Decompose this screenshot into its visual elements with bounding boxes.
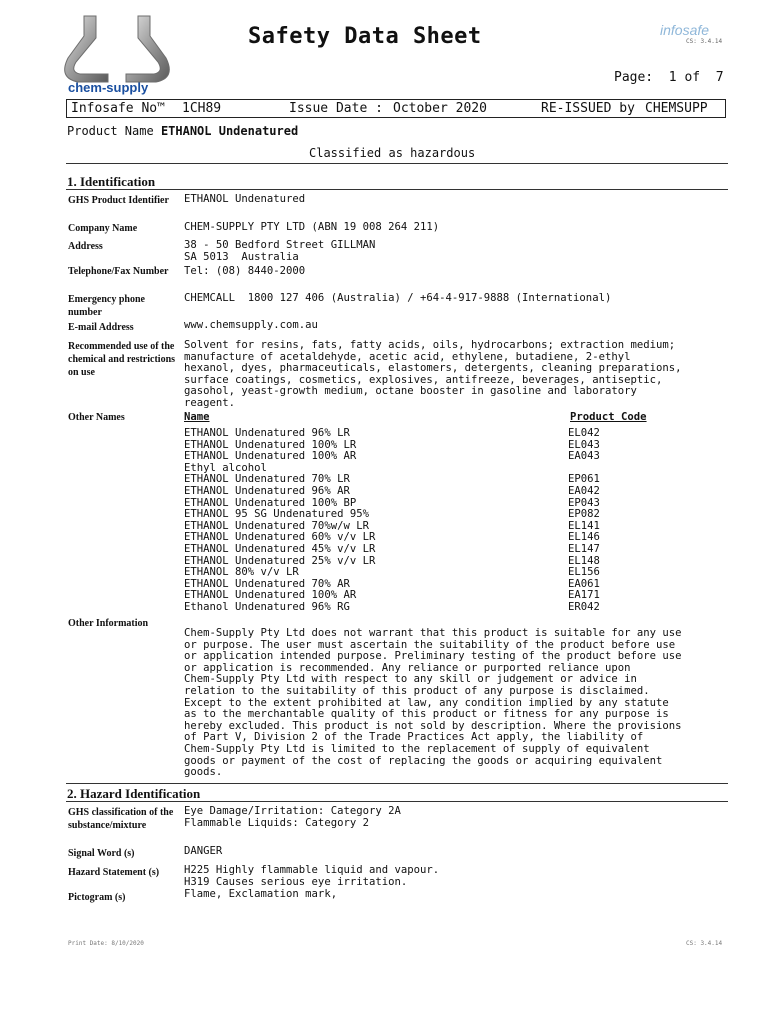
pictogram-label: Pictogram (s): [68, 892, 126, 903]
other-name-cell: ETHANOL Undenatured 96% LR: [184, 427, 350, 439]
hazard-classification: Classified as hazardous: [309, 146, 476, 160]
product-code-cell: EL043: [568, 438, 600, 451]
address-label: Address: [68, 241, 103, 252]
section-1-title: 1. Identification: [67, 174, 156, 189]
other-name-cell: ETHANOL Undenatured 25% v/v LR: [184, 554, 376, 567]
product-code-column-header: Product Code: [570, 411, 647, 423]
page-of: of: [684, 70, 701, 85]
product-code-cell: EL147: [568, 543, 600, 555]
product-code-cell: EP043: [568, 496, 600, 509]
section-2-title: 2. Hazard Identification: [67, 786, 201, 801]
infosafe-info-box: [66, 99, 726, 118]
other-name-cell: ETHANOL Undenatured 100% LR: [184, 438, 357, 451]
telephone-value: Tel: (08) 8440-2000: [184, 265, 306, 277]
company-name-value: CHEM-SUPPLY PTY LTD (ABN 19 008 264 211): [184, 221, 440, 233]
signal-word-label: Signal Word (s): [68, 848, 135, 859]
page-number: 1: [668, 70, 677, 85]
emergency-phone-label: Emergency phone number: [68, 294, 145, 318]
recommended-use-value: Solvent for resins, fats, fatty acids, oils, hydrocarbons; extraction medium; manufacture of acetaldehyde, acetic acid, ethylene, butadiene, 2-ethyl hexanol, dyes, pharmaceuticals, elastomers, detergents, cleaning preparations, surface coatings, cosmetics, explosives, antifreeze, beverages, antiseptic, gasohol, yeast-growth medium, octane booster in gasoline and laboratory reagent.: [184, 339, 682, 409]
infosafe-no-label: Infosafe No™: [71, 101, 165, 116]
company-name-label: Company Name: [68, 223, 138, 234]
hazard-statement-value: H225 Highly flammable liquid and vapour. H319 Causes serious eye irritation.: [184, 864, 440, 888]
reissued-label: RE-ISSUED by: [541, 101, 635, 116]
product-code-cell: EL146: [568, 531, 600, 544]
product-code-cell: EA171: [568, 589, 600, 602]
other-name-cell: ETHANOL Undenatured 70% LR: [184, 473, 350, 486]
document-title: Safety Data Sheet: [248, 24, 482, 49]
signal-word-value: DANGER: [184, 845, 223, 857]
print-date: Print Date: 8/10/2020: [68, 940, 144, 947]
product-code-cell: ER042: [568, 601, 600, 613]
cs-version-top: CS: 3.4.14: [686, 38, 723, 45]
other-name-cell: ETHANOL Undenatured 60% v/v LR: [184, 531, 376, 544]
divider: [66, 801, 728, 802]
hazard-statement-label: Hazard Statement (s): [68, 867, 160, 878]
product-code-cell: EL042: [568, 427, 600, 439]
product-name-line: [67, 124, 298, 138]
product-code-cell: EP082: [568, 508, 600, 521]
other-name-cell: Ethanol Undenatured 96% RG: [184, 601, 350, 613]
ghs-identifier-value: ETHANOL Undenatured: [184, 193, 306, 205]
other-name-cell: ETHANOL Undenatured 70%w/w LR: [184, 519, 369, 532]
other-information-value: Chem-Supply Pty Ltd does not warrant that this product is suitable for any use or purpose. The user must ascertain the suitability of the product before use or application intended purpose. Preliminary testing of the product before use or application is recommended. Any reliance or purported reliance upon Chem-Supply Pty Ltd with respect to any skill or judgement or advice in relation to the suitability of this product of any purpose is disclaimed. Except to the extent prohibited at law, any condition implied by any statute as to the merchantable quality of this product or fitness for any purpose is hereby excluded. This product is not sold by description. Where the provisions of Part V, Division 2 of the Trade Practices Act apply, the liability of Chem-Supply Pty Ltd is limited to the replacement of supply of equivalent goods or payment of the cost of replacing the goods or acquiring equivalent goods.: [184, 627, 682, 779]
ghs-classification-value: Eye Damage/Irritation: Category 2A Flammable Liquids: Category 2: [184, 805, 401, 829]
other-name-cell: ETHANOL 80% v/v LR: [184, 566, 299, 579]
product-code-cell: EP061: [568, 473, 600, 486]
divider: [66, 189, 728, 190]
other-name-cell: ETHANOL Undenatured 100% AR: [184, 589, 357, 602]
product-code-cell: EA043: [568, 450, 600, 463]
other-name-cell: ETHANOL Undenatured 96% AR: [184, 485, 350, 497]
other-name-cell: Ethyl alcohol: [184, 461, 267, 474]
page-total: 7: [715, 70, 724, 85]
issue-date: October 2020: [393, 101, 487, 116]
divider: [66, 783, 728, 784]
recommended-use-label: Recommended use of the chemical and restrictions on use: [68, 341, 176, 378]
page-indicator: [614, 70, 724, 85]
telephone-label: Telephone/Fax Number: [68, 266, 169, 277]
product-code-cell: EL141: [568, 519, 600, 532]
product-code-cell: EL156: [568, 566, 600, 579]
divider: [66, 163, 728, 164]
product-code-cell: EL148: [568, 554, 600, 567]
ghs-classification-label: GHS classification of the substance/mixture: [68, 807, 174, 831]
address-value: 38 - 50 Bedford Street GILLMAN SA 5013 Australia: [184, 239, 376, 263]
logo-text: chem-supply: [68, 80, 149, 95]
ghs-identifier-label: GHS Product Identifier: [68, 195, 169, 206]
other-name-cell: ETHANOL Undenatured 100% AR: [184, 450, 357, 463]
pictogram-value: Flame, Exclamation mark,: [184, 888, 338, 900]
cs-version-footer: CS: 3.4.14: [686, 940, 723, 947]
product-code-cell: EA061: [568, 577, 600, 590]
name-column-header: Name: [184, 411, 210, 423]
infosafe-logo: infosafe: [660, 22, 710, 38]
other-name-cell: ETHANOL Undenatured 100% BP: [184, 496, 357, 509]
other-name-cell: ETHANOL 95 SG Undenatured 95%: [184, 508, 369, 521]
emergency-phone-value: CHEMCALL 1800 127 406 (Australia) / +64-4-917-9888 (International): [184, 292, 612, 304]
page-label: Page:: [614, 70, 654, 85]
other-names-label: Other Names: [68, 412, 125, 423]
email-label: E-mail Address: [68, 322, 134, 333]
other-name-cell: ETHANOL Undenatured 45% v/v LR: [184, 543, 376, 555]
issue-date-label: Issue Date :: [289, 101, 383, 116]
email-value: www.chemsupply.com.au: [184, 319, 318, 331]
reissued-by: CHEMSUPP: [645, 101, 708, 116]
infosafe-no: 1CH89: [182, 101, 222, 116]
product-code-cell: EA042: [568, 485, 600, 497]
product-name-label: Product Name: [67, 124, 154, 138]
product-name: ETHANOL Undenatured: [160, 124, 299, 138]
other-information-label: Other Information: [68, 618, 149, 629]
other-name-cell: ETHANOL Undenatured 70% AR: [184, 577, 350, 590]
